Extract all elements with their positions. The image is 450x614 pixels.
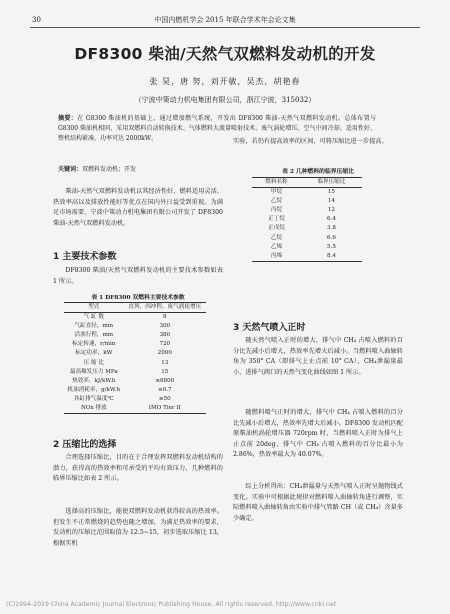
table-2 xyxy=(252,177,362,262)
table-cell: 2000 xyxy=(157,350,172,357)
table-row xyxy=(252,252,362,262)
table-cell: 机油消耗率，g/kW.h xyxy=(67,386,121,393)
table-row xyxy=(252,206,362,215)
table-2-header-cell: 燃料名称 xyxy=(252,178,301,188)
table-cell: 5.5 xyxy=(326,243,336,250)
table-row xyxy=(252,224,362,233)
table-row xyxy=(252,188,362,198)
table-cell: 甲烷 xyxy=(270,189,283,196)
affiliation: （宁波中策动力机电集团有限公司，浙江宁波，315032） xyxy=(134,96,316,104)
table-cell: 380 xyxy=(159,332,171,339)
table-cell: 乙烷 xyxy=(270,234,283,241)
table-row xyxy=(64,395,206,404)
table-2-caption: 表 2 几种燃料的临界压缩比 xyxy=(282,169,354,175)
table-cell: 各缸排气温度℃ xyxy=(73,395,114,402)
table-cell: 15 xyxy=(327,189,335,196)
header-rule xyxy=(30,27,420,28)
authors: 张 昊，唐 努，刘开敏，吴杰，胡艳春 xyxy=(149,77,301,86)
table-cell: 最高爆发压力 MPa xyxy=(69,368,118,375)
keywords-label: 关键词： xyxy=(58,166,83,173)
table-cell: 乙烷 xyxy=(270,198,283,205)
table-cell: 标定功率，kW xyxy=(75,350,113,357)
table-cell: 6.4 xyxy=(326,216,336,223)
section-3-paragraph-2: 随燃料喷气正时的增大，排气中 CH₄ 占喷入燃料的百分比先减小后增大，热效率先增大后减小。DF8300 发动机匹配原柴油机涡轮增压器 720rpm 时，当燃料喷入正时为排气上止点前 20deg，排气中 CH₄ 占喷入燃料的百分比最小为 2.86%，热效率最大为 40.07%。 xyxy=(233,409,403,458)
table-cell: 6.6 xyxy=(326,234,336,241)
table-row xyxy=(64,322,206,331)
journal-header: 中国内燃机学会 2015 年联合学术年会论文集 xyxy=(154,16,296,24)
table-row xyxy=(64,331,206,340)
table-row xyxy=(64,340,206,349)
table-cell: 13 xyxy=(161,359,169,366)
table-cell: 15 xyxy=(161,368,169,375)
table-cell: 8 xyxy=(163,314,167,321)
table-row xyxy=(252,215,362,224)
section-3-paragraph-1: 随天然气喷入正时的增大，排气中 CH₄ 占喷入燃料的百分比先减小后增大，热效率先增大后减小。当燃料喷入曲轴转角为 350° CA（即排气上止点前 10° CA），CH₄泄漏量最小，进排气阀口的天然气变化曲线如图 1 所示。 xyxy=(233,337,403,376)
table-cell: 3.8 xyxy=(326,225,336,232)
table-cell: IMO Tier II xyxy=(148,405,181,412)
abstract-label: 摘要： xyxy=(58,115,78,122)
table-1-header-cell: 直列、四冲程、废气涡轮增压 xyxy=(124,303,206,313)
table-row xyxy=(64,313,206,323)
table-row xyxy=(252,234,362,243)
paper-title: DF8300 柴油/天然气双燃料发动机的开发 xyxy=(74,45,376,63)
table-cell: ≤0.7 xyxy=(157,386,172,393)
section-2-heading: 2 压缩比的选择 xyxy=(53,440,117,450)
keywords-text: 双燃料发动机；开发 xyxy=(82,166,137,173)
table-cell: 热效率，kJ/kW.h xyxy=(72,377,116,384)
table-row xyxy=(64,377,206,386)
table-cell: 乙烯 xyxy=(270,243,283,250)
page-number: 30 xyxy=(32,16,41,24)
table-cell: 720 xyxy=(159,341,171,348)
table-cell: 活塞行程，mm xyxy=(74,332,114,339)
copyright-footer: (C)1994-2019 China Academic Journal Electronic Publishing House. All rights reserved. http://www.cnki.net xyxy=(6,601,337,608)
table-1-header-cell: 型式 xyxy=(64,303,124,313)
table-row xyxy=(64,359,206,368)
table-cell: 气缸直径，mm xyxy=(74,323,114,330)
table-1-caption: 表 1 DF8300 双燃料主要技术参数 xyxy=(91,295,185,301)
table-row xyxy=(64,349,206,358)
table-cell: 14 xyxy=(327,198,335,205)
table-cell: 8.4 xyxy=(326,252,336,259)
table-cell: 压 缩 比 xyxy=(83,359,104,366)
table-cell: 丙烯 xyxy=(270,252,283,259)
table-cell: 正丁烷 xyxy=(268,216,285,223)
table-row xyxy=(64,386,206,395)
table-cell: 正戊烷 xyxy=(268,225,285,232)
table-cell: 300 xyxy=(159,323,171,330)
intro-paragraph: 柴油-天然气双燃料发动机以其经济性好、燃料适用灵活、热效率高以及排放性能好等优点在国内外日益受到重视。为满足市场需要，宁波中策动力机电集团有限公司开发了 DF8300 柴油-天然气双燃料发动机。 xyxy=(53,188,223,227)
table-cell: 丙烷 xyxy=(270,207,283,214)
table-row xyxy=(252,243,362,252)
table-1 xyxy=(64,302,206,414)
table-cell: ≤50 xyxy=(158,395,171,402)
table-cell: ≤8800 xyxy=(155,377,175,384)
section-3-heading: 3 天然气喷入正时 xyxy=(233,323,306,333)
section-2-paragraph-2: 选择高的压缩比，能使双燃料发动机获得较高的热效率。但发生不正常燃烧的趋势也随之增加，为满足热效率的要求，发动机的压缩比范围取值为 12.5~15，初步选取压缩比 13，根据实机 xyxy=(53,508,223,547)
table-2-header-row xyxy=(252,178,362,188)
table-cell: NOx 排放 xyxy=(80,405,107,412)
section-2-paragraph-1: 合理选择压缩比，目的在于合理发挥双燃料发动机结构的潜力，获得高的热效率和可承受的平均有效压力，几种燃料的临界压缩比如表 2 所示。 xyxy=(53,454,223,482)
table-row xyxy=(64,404,206,414)
table-2-header-cell: 临界压缩比 xyxy=(301,178,362,188)
table-cell: 标定转速，r/min xyxy=(72,341,116,348)
table-1-header-row xyxy=(64,303,206,313)
abstract-text: 在 G8300 柴油机的基础上，通过增加燃气系统，开发出 DF8300 柴油-天然气双燃料发动机。总体布置与 G8300 柴油机相同，采用双燃料自动转换技术、气体燃料大流量喷射技术、废气涡轮增压、空气中间冷却、适用性好、整机结构紧凑，功率可达 2000kW。 xyxy=(58,115,376,142)
continued-paragraph: 实验，若仍有提高效率的区间，可将压缩比进一步提高。 xyxy=(233,138,388,145)
table-cell: 12 xyxy=(327,207,335,214)
section-1-heading: 1 主要技术参数 xyxy=(53,252,117,262)
table-cell: 气 缸 数 xyxy=(83,314,104,321)
section-1-text: DF8300 柴油/天然气双燃料发动机的主要技术参数如表 1 所示。 xyxy=(53,267,223,285)
table-row xyxy=(64,368,206,377)
section-3-paragraph-3: 综上分析得出：CH₄泄漏量与天然气喷入正时呈抛物线式变化。实验中可根据此规律对燃料喷入曲轴转角进行调整，实际燃料喷入曲轴转角由实验中排气管路 CH（或 CH₄）含量多少确定。 xyxy=(233,483,403,522)
table-row xyxy=(252,197,362,206)
